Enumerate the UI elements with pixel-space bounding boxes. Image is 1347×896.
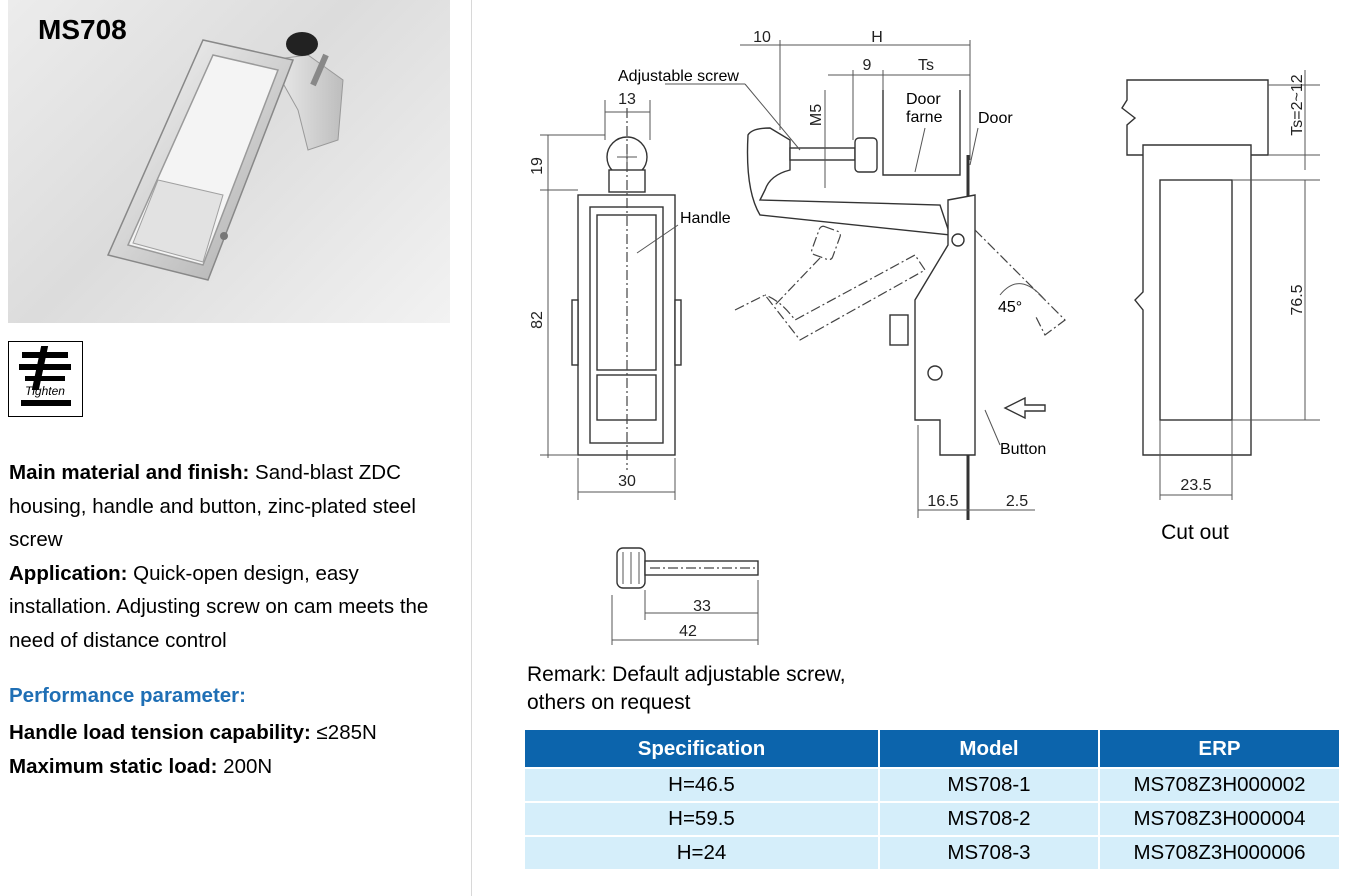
cell-model: MS708-3 bbox=[880, 837, 1098, 869]
dim-cutout-ts: Ts=2~12 bbox=[1289, 74, 1306, 136]
cell-model: MS708-2 bbox=[880, 803, 1098, 835]
dim-front-19: 19 bbox=[529, 157, 546, 175]
material-label: Main material and finish: bbox=[9, 461, 250, 484]
side-screw-knob bbox=[855, 138, 877, 172]
dim-front-82: 82 bbox=[529, 311, 546, 329]
col-header-model: Model bbox=[880, 730, 1098, 767]
product-description bbox=[9, 456, 464, 657]
door-label: Door bbox=[978, 110, 1013, 127]
table-row bbox=[525, 769, 1339, 801]
dim-side-9: 9 bbox=[862, 57, 872, 74]
cell-erp: MS708Z3H000002 bbox=[1100, 769, 1339, 801]
dim-side-Ts: Ts bbox=[918, 57, 934, 74]
performance-heading: Performance parameter: bbox=[9, 684, 246, 707]
dim-side-2-5: 2.5 bbox=[1005, 493, 1029, 510]
dim-side-H: H bbox=[871, 29, 883, 46]
logo-text: Tighten bbox=[25, 384, 65, 398]
cell-erp: MS708Z3H000006 bbox=[1100, 837, 1339, 869]
dim-side-M5: M5 bbox=[808, 103, 825, 127]
panel-divider bbox=[471, 0, 472, 896]
cell-specification: H=59.5 bbox=[525, 803, 878, 835]
angle-label: 45° bbox=[998, 299, 1023, 316]
screw-view bbox=[612, 548, 758, 645]
static-load-value: 200N bbox=[217, 754, 273, 778]
dim-cutout-76-5: 76.5 bbox=[1289, 284, 1306, 316]
push-arrow-icon bbox=[1005, 398, 1045, 418]
cutout-door-plate bbox=[1122, 80, 1268, 155]
performance-values bbox=[9, 716, 377, 783]
dim-screw-42: 42 bbox=[679, 623, 697, 640]
col-header-specification: Specification bbox=[525, 730, 878, 767]
remark-text: Remark: Default adjustable screw, others on request bbox=[527, 663, 846, 714]
cell-specification: H=24 bbox=[525, 837, 878, 869]
dim-screw-33: 33 bbox=[693, 598, 711, 615]
cutout-opening bbox=[1160, 180, 1232, 420]
tighten-logo-icon bbox=[9, 342, 82, 416]
dim-side-16-5: 16.5 bbox=[927, 493, 959, 510]
cutout-view bbox=[1122, 70, 1320, 544]
cell-specification: H=46.5 bbox=[525, 769, 878, 801]
adjustable-screw-label: Adjustable screw bbox=[618, 68, 739, 85]
button-label: Button bbox=[1000, 441, 1047, 458]
door-frame-label-2: farne bbox=[906, 109, 943, 126]
specification-table bbox=[523, 728, 1341, 871]
side-view bbox=[618, 29, 1065, 520]
cutout-caption: Cut out bbox=[1161, 521, 1229, 544]
latch-photo-illustration bbox=[8, 0, 450, 323]
dim-cutout-23-5: 23.5 bbox=[1180, 477, 1212, 494]
col-header-erp: ERP bbox=[1100, 730, 1339, 767]
dim-side-10: 10 bbox=[753, 29, 771, 46]
door-frame-label-1: Door bbox=[906, 91, 941, 108]
front-view bbox=[529, 91, 731, 500]
application-text: Quick-open design, easy installation. Adjusting screw on cam meets the need of distance control bbox=[9, 561, 429, 652]
product-title: MS708 bbox=[38, 14, 127, 45]
load-tension-label: Handle load tension capability: bbox=[9, 721, 311, 744]
table-header-row bbox=[525, 730, 1339, 767]
cell-erp: MS708Z3H000004 bbox=[1100, 803, 1339, 835]
tighten-logo bbox=[8, 341, 83, 417]
cell-model: MS708-1 bbox=[880, 769, 1098, 801]
material-text: Sand-blast ZDC housing, handle and button, zinc-plated steel screw bbox=[9, 461, 416, 551]
technical-drawing bbox=[520, 20, 1347, 650]
application-label: Application: bbox=[9, 561, 128, 585]
dim-front-30: 30 bbox=[618, 473, 636, 490]
dim-front-13: 13 bbox=[618, 91, 636, 108]
handle-label: Handle bbox=[680, 210, 731, 227]
load-tension-value: ≤285N bbox=[310, 721, 377, 744]
product-info-panel bbox=[0, 0, 470, 896]
table-row bbox=[525, 803, 1339, 835]
product-photo bbox=[8, 0, 450, 323]
static-load-label: Maximum static load: bbox=[9, 754, 218, 778]
table-row bbox=[525, 837, 1339, 869]
